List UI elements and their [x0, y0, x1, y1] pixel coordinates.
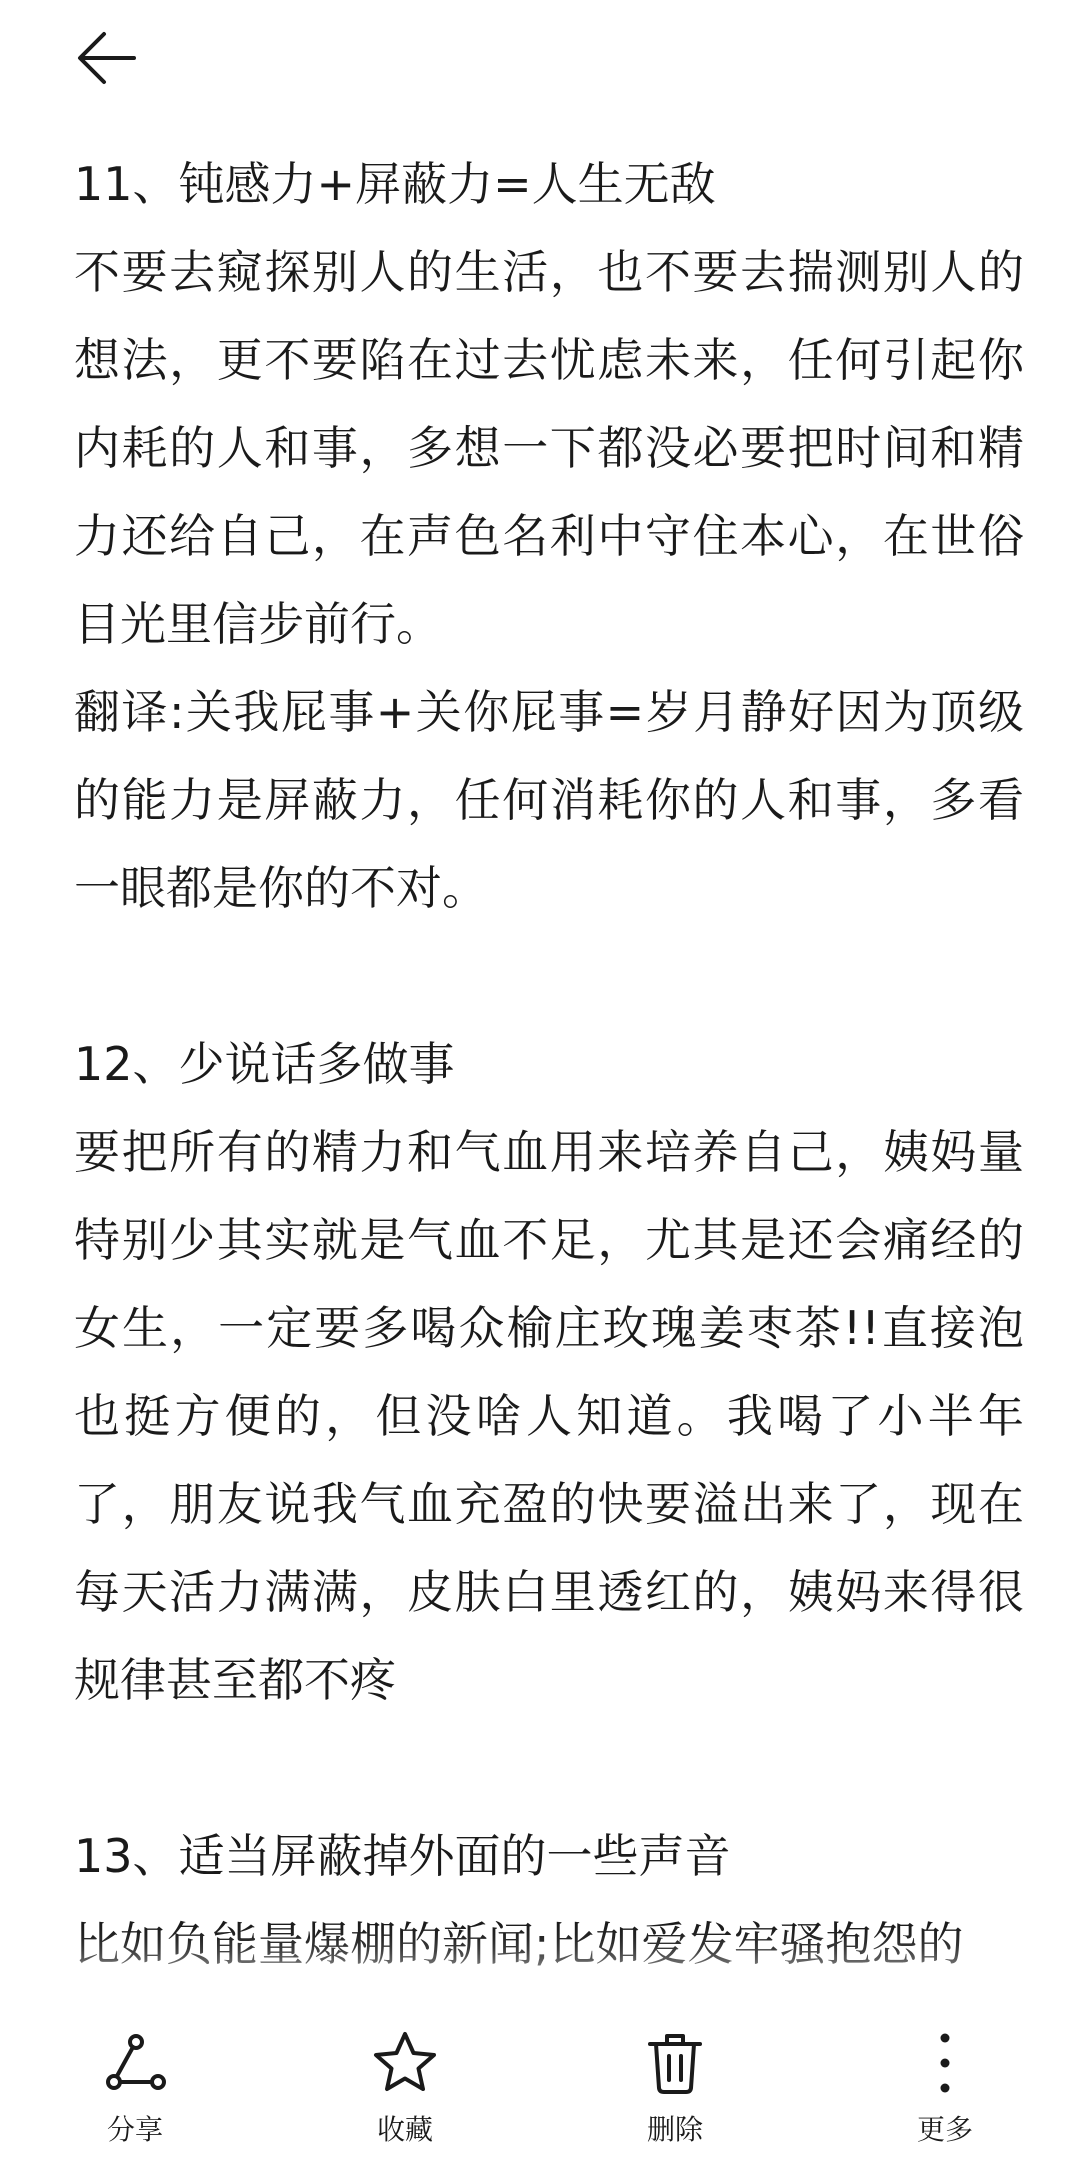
trash-icon	[640, 2028, 710, 2098]
section-11	[74, 140, 1024, 932]
delete-label: 删除	[646, 2112, 703, 2146]
share-label: 分享	[106, 2112, 163, 2146]
section-13	[74, 1812, 1024, 1988]
delete-button[interactable]	[575, 2028, 775, 2148]
section-12	[74, 1020, 1024, 1724]
favorite-button[interactable]	[305, 2028, 505, 2148]
note-content	[74, 140, 1024, 2020]
more-vertical-icon	[910, 2028, 980, 2098]
back-button[interactable]	[72, 22, 144, 94]
section-paragraph: 比如负能量爆棚的新闻;比如爱发牢骚抱怨的	[74, 1917, 964, 1971]
more-label: 更多	[916, 2112, 973, 2146]
section-paragraph: 翻译:关我屁事+关你屁事=岁月静好因为顶级的能力是屏蔽力，任何消耗你的人和事，多看一眼都是你的不对。	[74, 685, 1024, 915]
section-title: 13、适当屏蔽掉外面的一些声音	[74, 1829, 731, 1883]
section-title: 11、钝感力+屏蔽力=人生无敌	[74, 157, 716, 211]
share-button[interactable]	[35, 2028, 235, 2148]
star-icon	[370, 2028, 440, 2098]
back-arrow-icon	[72, 22, 144, 94]
section-title: 12、少说话多做事	[74, 1037, 455, 1091]
more-button[interactable]	[845, 2028, 1045, 2148]
section-paragraph: 要把所有的精力和气血用来培养自己，姨妈量特别少其实就是气血不足，尤其是还会痛经的女生，一定要多喝众榆庄玫瑰姜枣茶!!直接泡也挺方便的，但没啥人知道。我喝了小半年了，朋友说我气血充盈的快要溢出来了，现在每天活力满满，皮肤白里透红的，姨妈来得很规律甚至都不疼	[74, 1125, 1024, 1707]
section-paragraph: 不要去窥探别人的生活，也不要去揣测别人的想法，更不要陷在过去忧虑未来，任何引起你内耗的人和事，多想一下都没必要把时间和精力还给自己，在声色名利中守住本心，在世俗目光里信步前行。	[74, 245, 1024, 651]
favorite-label: 收藏	[376, 2112, 433, 2146]
share-icon	[100, 2028, 170, 2098]
bottom-toolbar	[0, 2010, 1080, 2165]
